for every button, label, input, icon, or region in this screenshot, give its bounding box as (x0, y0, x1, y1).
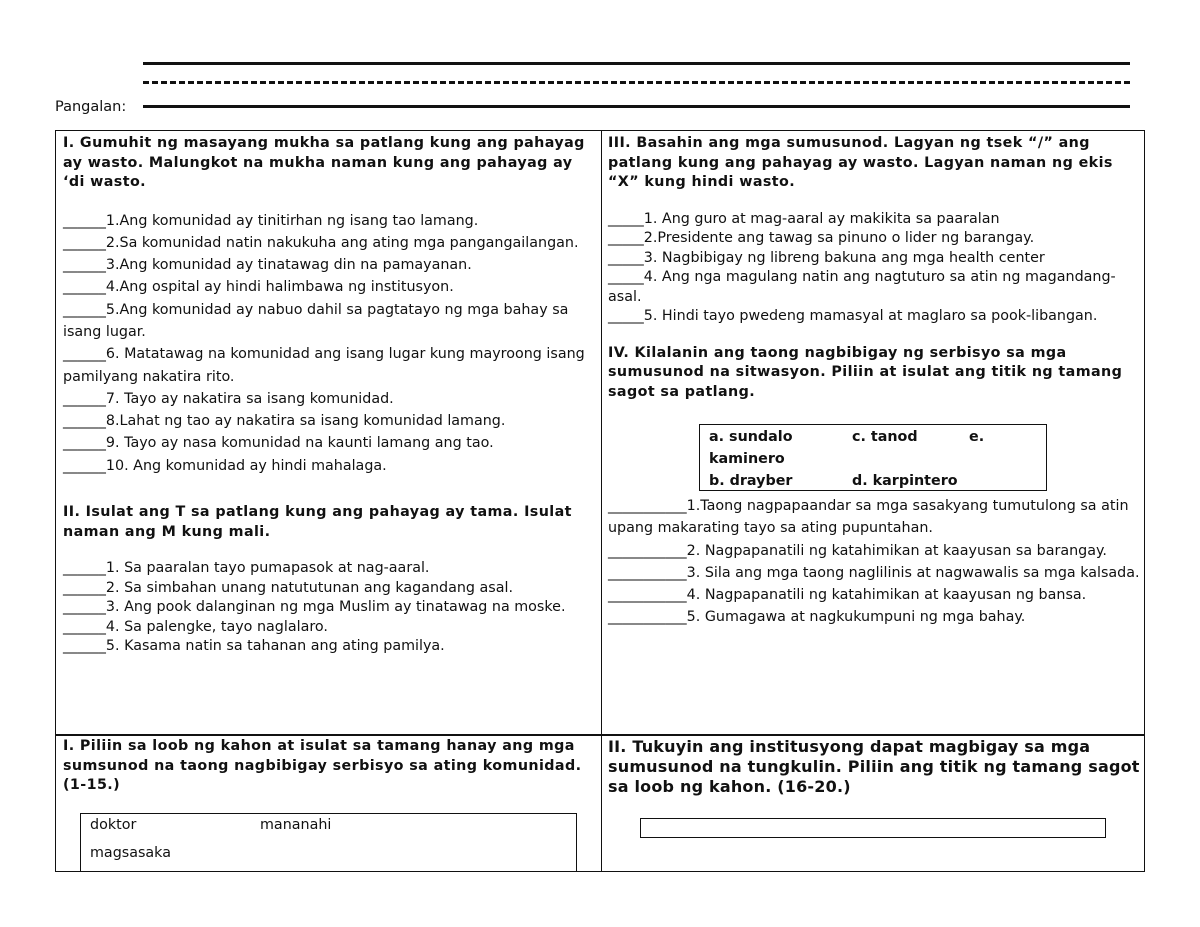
section-ii-item-2: ______2. Sa simbahan unang natututunan ang kagandang asal. (63, 579, 514, 596)
word-mananahi: mananahi (260, 817, 332, 833)
section-ii-item-4: ______4. Sa palengke, tayo naglalaro. (63, 618, 328, 635)
section-i-item-2: ______2.Sa komunidad natin nakukuha ang ating mga pangangailangan. (63, 234, 579, 251)
section-ii-item-5: ______5. Kasama natin sa tahanan ang ating pamilya. (63, 638, 445, 655)
word-bank-box (80, 813, 577, 872)
worksheet-table (55, 130, 1145, 872)
section-iv-item-3: ___________3. Sila ang mga taong naglilinis at nagwawalis sa mga kalsada. (608, 564, 1140, 581)
section-iii-cell (608, 134, 1140, 629)
choice-e: e. (969, 429, 985, 445)
section-i-item-5: ______5.Ang komunidad ay nabuo dahil sa pagtatayo ng mga bahay sa isang lugar. (63, 301, 569, 340)
word-doktor: doktor (90, 817, 137, 833)
section-iv-item-4: ___________4. Nagpapanatili ng katahimikan at kaayusan ng bansa. (608, 587, 1087, 604)
section-iii-item-2: _____2.Presidente ang tawag sa pinuno o lider ng barangay. (608, 230, 1035, 246)
section-iii-item-5: _____5. Hindi tayo pwedeng mamasyal at maglaro sa pook-libangan. (608, 308, 1098, 324)
section-i-item-6: ______6. Matatawag na komunidad ang isang lugar kung mayroong isang pamilyang nakatira rito. (63, 346, 585, 385)
section-i-cell (63, 134, 595, 657)
section-iii-item-1: _____1. Ang guro at mag-aaral ay makikita sa paaralan (608, 210, 1000, 227)
section-iv-choices-box (699, 424, 1047, 491)
section-i-item-10: ______10. Ang komunidad ay hindi mahalaga. (63, 457, 387, 474)
word-magsasaka: magsasaka (90, 845, 171, 861)
section-iv-item-1: ___________1.Taong nagpapaandar sa mga sasakyang tumutulong sa atin upang makarating tayo sa ating pupuntahan. (608, 498, 1129, 537)
section-i-item-7: ______7. Tayo ay nakatira sa isang komunidad. (63, 390, 394, 407)
section-ii-item-3: ______3. Ang pook dalanginan ng mga Muslim ay tinatawag na moske. (63, 599, 566, 616)
part-2-section-ii-cell (608, 737, 1140, 797)
section-iii-item-3: _____3. Nagbibigay ng libreng bakuna ang mga health center (608, 249, 1045, 266)
section-ii-item-1: ______1. Sa paaralan tayo pumapasok at nag-aaral. (63, 560, 430, 577)
section-iv-item-2: ___________2. Nagpapanatili ng katahimikan at kaayusan sa barangay. (608, 542, 1107, 559)
choice-d: d. karpintero (852, 473, 958, 489)
name-line[interactable] (143, 105, 1130, 108)
choice-c: c. tanod (852, 429, 918, 445)
answer-choices-box (640, 818, 1106, 838)
section-iii-heading: III. Basahin ang mga sumusunod. Lagyan ng tsek “/” ang patlang kung ang pahayag ay wasto. Lagyan naman ng ekis “X” kung hindi wasto. (608, 135, 1113, 190)
name-label: Pangalan: (55, 99, 127, 115)
section-iv-item-5: ___________5. Gumagawa at nagkukumpuni ng mga bahay. (608, 609, 1026, 626)
part-2-section-i-heading: I. Piliin sa loob ng kahon at isulat sa tamang hanay ang mga sumsunod na taong nagbibigay serbisyo sa ating komunidad. (63, 738, 582, 774)
name-line-dashed (143, 81, 1130, 84)
column-divider (601, 131, 602, 871)
section-i-heading: I. Gumuhit ng masayang mukha sa patlang kung ang pahayag ay wasto. Malungkot na mukha naman kung ang pahayag ay ‘di wasto. (63, 135, 585, 190)
section-iv-heading: IV. Kilalanin ang taong nagbibigay ng serbisyo sa mga sumusunod na sitwasyon. Piliin at isulat ang titik ng tamang sagot sa patlang. (608, 344, 1123, 400)
choice-a: a. sundalo (709, 429, 793, 445)
choice-e-continued: kaminero (709, 451, 785, 467)
section-i-item-3: ______3.Ang komunidad ay tinatawag din na pamayanan. (63, 257, 472, 274)
choice-b: b. drayber (709, 473, 793, 489)
part-2-section-i-range: (1-15.) (63, 777, 121, 793)
section-i-item-8: ______8.Lahat ng tao ay nakatira sa isang komunidad lamang. (63, 413, 506, 430)
section-i-item-9: ______9. Tayo ay nasa komunidad na kaunti lamang ang tao. (63, 435, 494, 452)
part-2-section-i-cell (63, 737, 595, 796)
section-iii-item-4: _____4. Ang nga magulang natin ang nagtuturo sa atin ng magandang-asal. (608, 269, 1116, 305)
part-2-section-ii-heading: II. Tukuyin ang institusyong dapat magbigay sa mga sumusunod na tungkulin. Piliin ang titik ng tamang sagot sa loob ng kahon. (16-20.) (608, 737, 1140, 796)
row-divider (56, 734, 1144, 736)
section-ii-heading: II. Isulat ang T sa patlang kung ang pahayag ay tama. Isulat naman ang M kung mali. (63, 504, 572, 540)
name-line-top (143, 62, 1130, 65)
section-i-item-1: ______1.Ang komunidad ay tinitirhan ng isang tao lamang. (63, 212, 479, 229)
section-i-item-4: ______4.Ang ospital ay hindi halimbawa ng institusyon. (63, 279, 454, 296)
